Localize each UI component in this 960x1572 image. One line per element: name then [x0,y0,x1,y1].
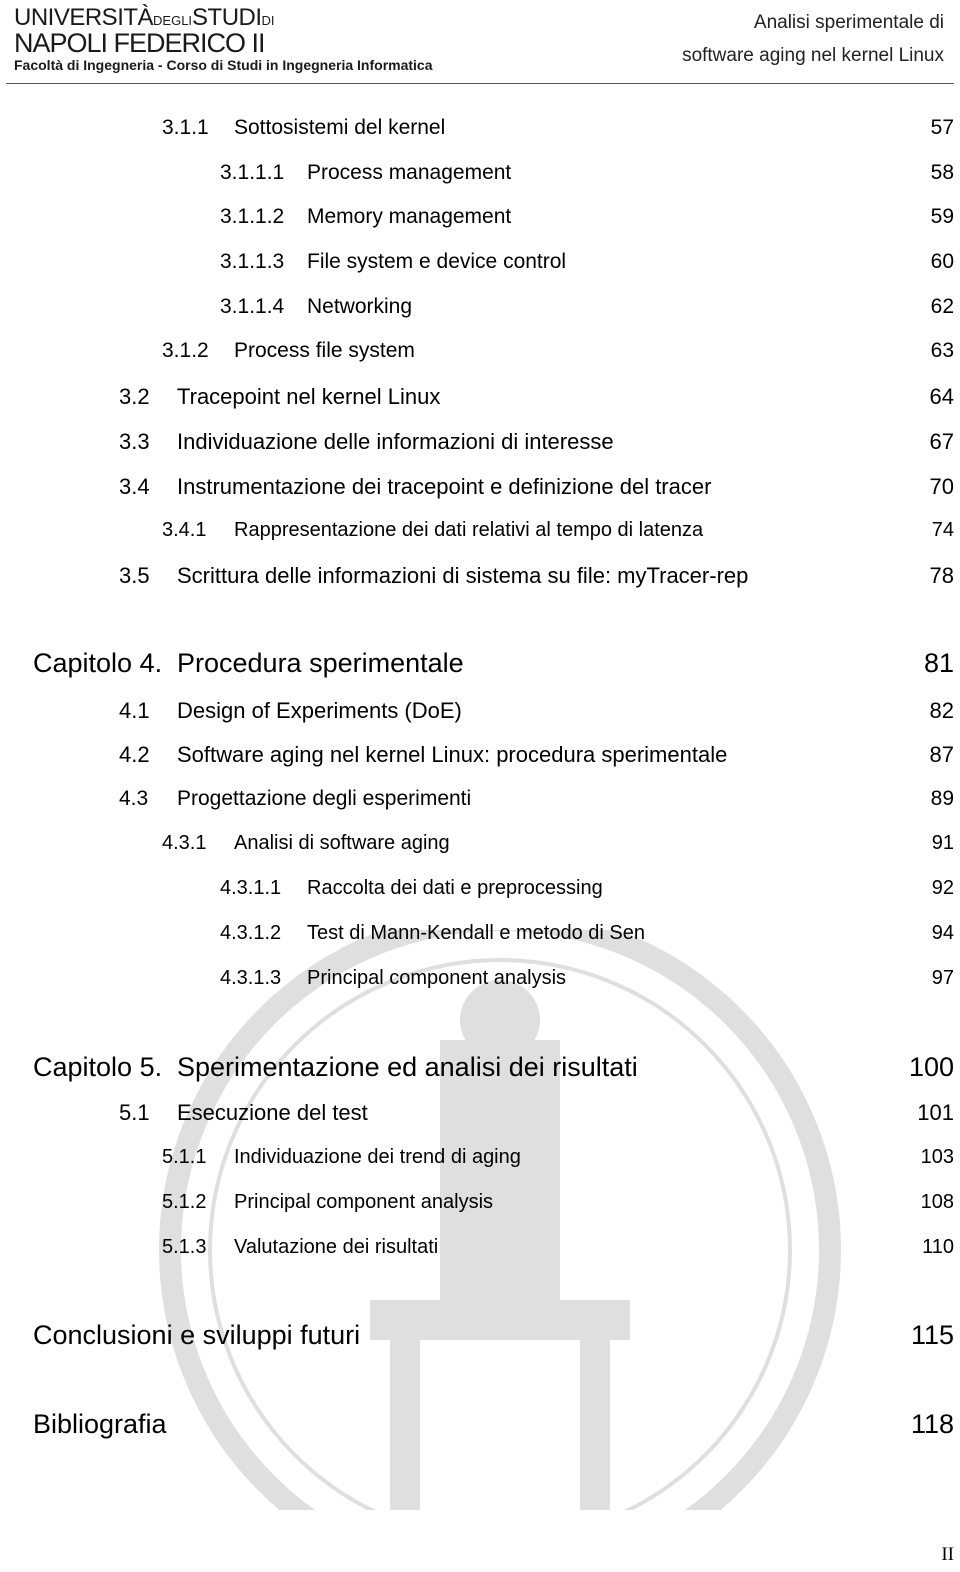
toc-entry[interactable] [220,877,954,907]
toc-entry-title: Test di Mann-Kendall e metodo di Sen [307,922,645,944]
toc-entry-page: 103 [920,1146,954,1168]
toc-entry[interactable] [119,1100,954,1130]
toc-entry-number: 3.1.1 [162,116,209,139]
toc-chapter[interactable] [33,1409,954,1439]
university-logo-line2: NAPOLI FEDERICO II [14,28,265,58]
toc-entry[interactable] [119,563,954,593]
toc-entry-page: 81 [923,648,954,678]
document-title-line1: Analisi sperimentale di [753,12,944,33]
toc-entry-number: 4.2 [119,742,150,767]
toc-entry-number: 4.3 [119,787,149,810]
page-number: II [941,1544,954,1565]
toc-entry-page: 100 [908,1052,954,1082]
toc-entry-page: 64 [929,384,954,409]
toc-entry-title: Bibliografia [33,1409,167,1439]
toc-entry[interactable] [119,698,954,728]
toc-entry-title: Process management [307,161,512,184]
toc-entry-title: Scrittura delle informazioni di sistema su file: myTracer-rep [177,563,749,588]
toc-entry-title: Networking [307,295,413,318]
toc-entry-title: Rappresentazione dei dati relativi al tempo di latenza [234,519,704,541]
toc-entry[interactable] [220,161,954,191]
toc-entry-page: 62 [930,295,954,318]
toc-entry-number: 3.1.2 [162,339,209,362]
toc-entry-number: 5.1.3 [162,1236,207,1258]
toc-entry-title: Valutazione dei risultati [234,1236,439,1258]
toc-entry-title: Software aging nel kernel Linux: procedura sperimentale [177,742,728,767]
toc-entry-page: 118 [910,1409,954,1439]
toc-entry[interactable] [162,519,954,549]
toc-entry-page: 70 [929,474,954,499]
toc-entry-title: Raccolta dei dati e preprocessing [307,877,603,899]
toc-entry-title: Design of Experiments (DoE) [177,698,462,723]
toc-entry-title: Tracepoint nel kernel Linux [177,384,441,409]
toc-entry-title: Analisi di software aging [234,832,450,854]
toc-entry-number: Capitolo 5. [33,1052,163,1082]
toc-entry-title: Process file system [234,339,415,362]
toc-entry[interactable] [162,1146,954,1176]
toc-entry[interactable] [162,1236,954,1266]
toc-entry[interactable] [220,295,954,325]
toc-entry-number: 4.3.1.1 [220,877,282,899]
toc-entry[interactable] [119,787,954,817]
toc-chapter[interactable] [33,1320,954,1350]
faculty-label: Facoltà di Ingegneria - Corso di Studi in Ingegneria Informatica [14,57,433,73]
logo-word-studi: STUDI [192,4,262,31]
toc-entry-number: 3.2 [119,384,150,409]
toc-entry-number: 3.4.1 [162,519,207,541]
toc-entry[interactable] [220,967,954,997]
toc-entry-title: Principal component analysis [307,967,567,989]
toc-entry-page: 108 [920,1191,954,1213]
toc-entry-title: Esecuzione del test [177,1100,368,1125]
toc-entry-page: 91 [931,832,954,854]
toc-entry-page: 58 [930,161,954,184]
toc-entry-page: 110 [922,1236,954,1258]
toc-entry-number: 5.1.2 [162,1191,207,1213]
toc-chapter[interactable] [33,648,954,678]
toc-entry-title: Instrumentazione dei tracepoint e definizione del tracer [177,474,712,499]
toc-entry-title: Progettazione degli esperimenti [177,787,472,810]
toc-entry[interactable] [162,832,954,862]
toc-entry-number: 3.1.1.4 [220,295,285,318]
toc-entry-page: 74 [931,519,954,541]
toc-entry-page: 57 [930,116,954,139]
toc-entry-page: 94 [931,922,954,944]
toc-chapter[interactable] [33,1052,954,1082]
toc-entry-page: 115 [910,1320,954,1350]
toc-entry-page: 82 [929,698,954,723]
toc-entry-title: File system e device control [307,250,567,273]
toc-entry[interactable] [162,1191,954,1221]
document-title-line2: software aging nel kernel Linux [682,45,944,66]
toc-entry[interactable] [119,742,954,772]
toc-entry-page: 97 [931,967,954,989]
toc-entry-title: Individuazione dei trend di aging [234,1146,521,1168]
toc-entry-title: Procedura sperimentale [177,648,464,678]
toc-entry-page: 78 [929,563,954,588]
toc-entry-number: 5.1.1 [162,1146,207,1168]
toc-entry-page: 89 [930,787,954,810]
toc-entry-page: 67 [929,429,954,454]
toc-entry-number: 4.3.1.3 [220,967,282,989]
toc-entry-title: Individuazione delle informazioni di interesse [177,429,614,454]
toc-entry-number: 3.4 [119,474,150,499]
toc-entry-title: Sottosistemi del kernel [234,116,446,139]
toc-entry-page: 87 [929,742,954,767]
toc-entry-number: 3.1.1.2 [220,205,285,228]
toc-entry-title: Principal component analysis [234,1191,494,1213]
toc-entry-number: 4.1 [119,698,150,723]
toc-entry-page: 92 [931,877,954,899]
toc-entry[interactable] [220,205,954,235]
toc-entry-title: Conclusioni e sviluppi futuri [33,1320,361,1350]
toc-entry-number: Capitolo 4. [33,648,163,678]
toc-entry-number: 3.1.1.3 [220,250,285,273]
toc-entry-number: 4.3.1 [162,832,207,854]
toc-entry[interactable] [162,339,954,369]
toc-entry[interactable] [220,250,954,280]
logo-word-di: DI [261,13,275,28]
toc-entry-page: 101 [917,1100,954,1125]
toc-entry-number: 5.1 [119,1100,150,1125]
logo-word-universita: UNIVERSITÀ [14,4,154,31]
toc-entry[interactable] [119,384,954,414]
toc-entry-title: Sperimentazione ed analisi dei risultati [177,1052,638,1082]
toc-entry-page: 63 [930,339,954,362]
toc-entry-page: 59 [930,205,954,228]
toc-entry[interactable] [119,429,954,459]
toc-entry-title: Memory management [307,205,512,228]
toc-entry-number: 4.3.1.2 [220,922,282,944]
toc-entry[interactable] [220,922,954,952]
logo-word-degli: DEGLI [153,13,193,28]
toc-entry-number: 3.5 [119,563,150,588]
toc-entry[interactable] [119,474,954,504]
toc-entry-page: 60 [930,250,954,273]
toc-entry-number: 3.1.1.1 [220,161,285,184]
toc-entry[interactable] [162,116,954,146]
toc-entry-number: 3.3 [119,429,150,454]
